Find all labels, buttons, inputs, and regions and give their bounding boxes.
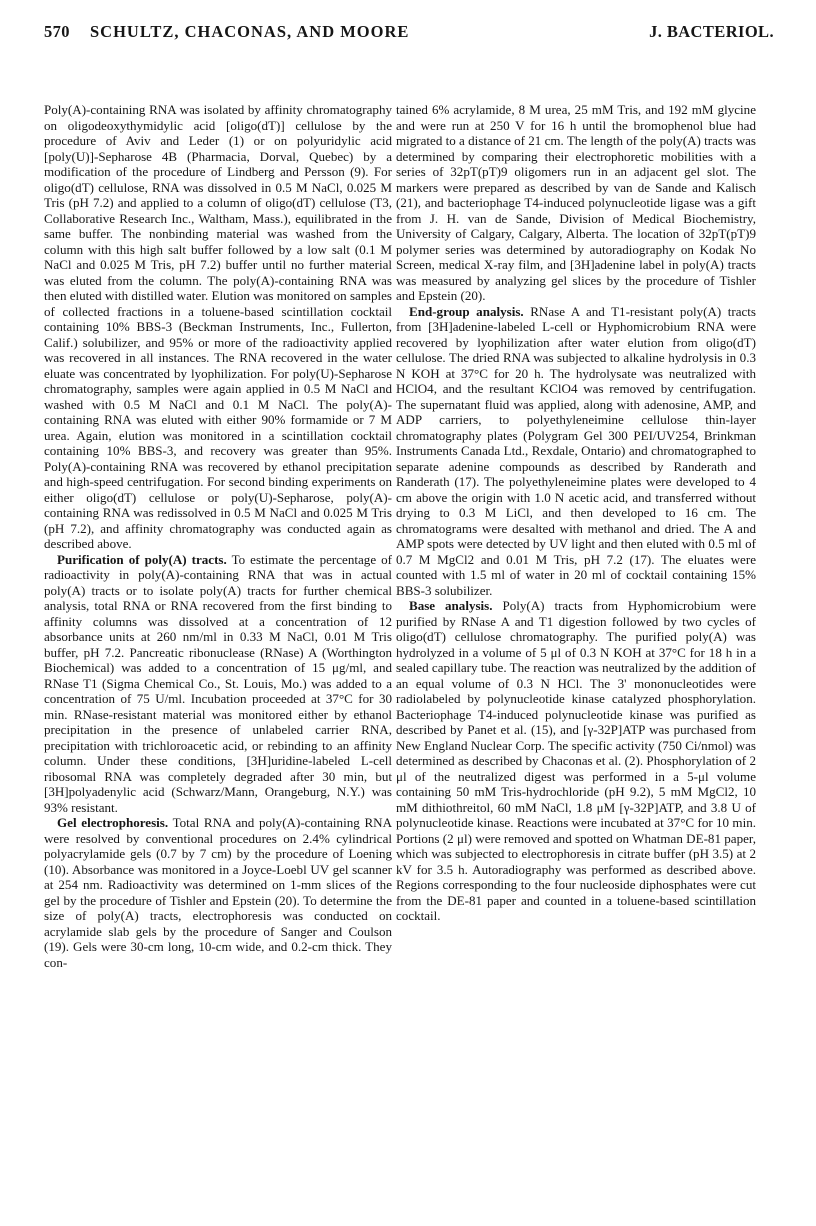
section-heading-base-analysis: Base analysis. bbox=[409, 598, 493, 613]
paragraph-purification-text: To estimate the percentage of radioactivity in poly(A)-containing RNA that was in actual poly(A) tracts or to isolate poly(A) tracts for further chemical analysis, total RNA or RNA recovered from the first binding to affinity columns was dissolved at a concentration of 12 absorbance units at 260 nm/ml in 0.33 M NaCl, 0.01 M Tris buffer, pH 7.2. Pancreatic ribonuclease (RNase) A (Worthington Biochemical) was added to a concentration of 15 μg/ml, and RNase T1 (Sigma Chemical Co., St. Louis, Mo.) was added to a concentration of 75 U/ml. Incubation proceeded at 37°C for 30 min. RNase-resistant material was monitored either by ethanol precipitation in the presence of unlabeled carrier RNA, precipitation with trichloroacetic acid, or rebinding to an affinity column. Under these conditions, [3H]uridine-labeled L-cell ribosomal RNA was completely degraded after 30 min, but [3H]polyadenylic acid (Schwarz/Mann, Orangeburg, N.Y.) was 93% resistant. bbox=[44, 551, 392, 815]
running-authors: SCHULTZ, CHACONAS, AND MOORE bbox=[90, 22, 410, 41]
paragraph-poly-a-isolation: Poly(A)-containing RNA was isolated by affinity chromatography on oligodeoxythymidylic acid [oligo(dT)] cellulose by the procedure of Aviv and Leder (1) or on polyuridylic acid [poly(U)]-Sepharose 4B (Pharmacia, Dorval, Quebec) by a modification of the procedure of Lindberg and Persson (9). For oligo(dT) cellulose, RNA was dissolved in 0.5 M NaCl, 0.025 M Tris (pH 7.2) and applied to a column of oligo(dT) cellulose (T3, Collaborative Research Inc., Waltham, Mass.), equilibrated in the same buffer. The nonbinding material was washed from the column with this high salt buffer followed by a low salt (0.1 M NaCl and 0.025 M Tris, pH 7.2) buffer until no further material was eluted from the column. The poly(A)-containing RNA was then eluted with distilled water. Elution was monitored on samples of collected fractions in a toluene-based scintillation cocktail containing 10% BBS-3 (Beckman Instruments, Inc., Fullerton, Calif.) solubilizer, and 95% or more of the radioactivity applied was recovered in all instances. The RNA recovered in the water eluate was concentrated by lyophilization. For poly(U)-Sepharose chromatography, samples were again applied in 0.5 M NaCl and washed with 0.5 M NaCl and 0.1 M NaCl. The poly(A)-containing RNA was eluted with either 90% formamide or 7 M urea. Again, elution was monitored in a scintillation cocktail containing 10% BBS-3, and recovery was greater than 95%. Poly(A)-containing RNA was recovered by ethanol precipitation and high-speed centrifugation. For second binding experiments on either oligo(dT) cellulose or poly(U)-Sepharose, poly(A)-containing RNA was redissolved in 0.5 M NaCl and 0.025 M Tris (pH 7.2), and affinity chromatography was conducted again as described above. bbox=[44, 102, 392, 551]
paragraph-gel-electrophoresis bbox=[44, 815, 392, 970]
page-number: 570 bbox=[44, 22, 70, 41]
paragraph-end-group bbox=[396, 304, 756, 599]
paragraph-base-analysis-text: Poly(A) tracts from Hyphomicrobium were purified by RNase A and T1 digestion followed by two cycles of oligo(dT) cellulose chromatography. The purified poly(A) was hydrolyzed in a volume of 5 μl of 0.3 N KOH at 37°C for 18 h in a sealed capillary tube. The reaction was neutralized by the addition of an equal volume of 0.3 N HCl. The 3' mononucleotides were radiolabeled by polynucleotide kinase catalyzed phosphorylation. Bacteriophage T4-induced polynucleotide kinase was purified as described by Panet et al. (15), and [γ-32P]ATP was purchased from New England Nuclear Corp. The specific activity (750 Ci/nmol) was determined as described by Chaconas et al. (2). Phosphorylation of 2 μl of the neutralized digest was performed in a 5-μl volume containing 50 mM Tris-hydrochloride (pH 9.2), 5 mM MgCl2, 10 mM dithiothreitol, 60 mM NaCl, 1.8 μM [γ-32P]ATP, and 3.8 U of polynucleotide kinase. Reactions were incubated at 37°C for 10 min. Portions (2 μl) were removed and spotted on Whatman DE-81 paper, which was subjected to electrophoresis in citrate buffer (pH 3.5) at 2 kV for 3.5 h. Autoradiography was performed as described above. Regions corresponding to the four nucleoside diphosphates were cut from the DE-81 paper and counted in a toluene-based scintillation cocktail. bbox=[396, 598, 756, 923]
right-column bbox=[396, 102, 756, 924]
paragraph-gel-continued: tained 6% acrylamide, 8 M urea, 25 mM Tris, and 192 mM glycine and were run at 250 V for 16 h until the bromophenol blue had migrated to a distance of 21 cm. The length of the poly(A) tracts was determined by comparing their electrophoretic mobilities with a series of 32pT(pT)9 oligomers run in an adjacent gel slot. The markers were prepared as described by van de Sande and Kalisch (21), and bacteriophage T4-induced polynucleotide ligase was a gift from J. H. van de Sande, Division of Medical Biochemistry, University of Calgary, Calgary, Alberta. The location of 32pT(pT)9 polymer series was determined by autoradiography on Kodak No Screen, medical X-ray film, and [3H]adenine label in poly(A) tracts was measured by analyzing gel slices by the procedure of Tishler and Epstein (20). bbox=[396, 102, 756, 303]
left-column bbox=[44, 102, 392, 970]
section-heading-gel-electrophoresis: Gel electrophoresis. bbox=[57, 815, 169, 830]
journal-name: J. BACTERIOL. bbox=[649, 22, 774, 41]
paragraph-base-analysis bbox=[396, 598, 756, 924]
section-heading-end-group: End-group analysis. bbox=[409, 303, 524, 319]
running-header bbox=[44, 16, 774, 44]
paragraph-gel-electrophoresis-text: Total RNA and poly(A)-containing RNA were resolved by conventional procedures on 2.4% cylindrical polyacrylamide gels (0.7 by 7 cm) by the procedure of Loening (10). Absorbance was monitored in a Joyce-Loebl UV gel scanner at 254 nm. Radioactivity was determined on 1-mm slices of the gel by the procedure of Tishler and Epstein (20). To determine the size of poly(A) tracts, electrophoresis was conducted on acrylamide slab gels by the procedure of Sanger and Coulson (19). Gels were 30-cm long, 10-cm wide, and 0.2-cm thick. They con- bbox=[44, 815, 392, 970]
paragraph-purification bbox=[44, 552, 392, 816]
section-heading-purification: Purification of poly(A) tracts. bbox=[57, 551, 227, 567]
paragraph-end-group-text: RNase A and T1-resistant poly(A) tracts from [3H]adenine-labeled L-cell or Hyphomicrobium RNA were recovered by lyophilization after water elution from oligo(dT) cellulose. The dried RNA was subjected to alkaline hydrolysis in 0.3 N KOH at 37°C for 20 h. The hydrolysate was neutralized with HClO4, and the resultant KClO4 was removed by centrifugation. The supernatant fluid was applied, along with adenosine, AMP, and ADP carriers, to polyethyleneimine cellulose thin-layer chromatography plates (Polygram Gel 300 PEI/UV254, Brinkman Instruments Canada Ltd., Rexdale, Ontario) and chromatographed to separate adenine compounds as described by Randerath and Randerath (17). The polyethyleneimine plates were developed to 4 cm above the origin with 1.0 N acetic acid, and transferred without drying to 0.3 M LiCl, and then developed to 16 cm. The chromatograms were desalted with methanol and dried. The A and AMP spots were detected by UV light and then eluted with 0.5 ml of 0.7 M MgCl2 and 0.01 M Tris, pH 7.2 (17). The eluates were counted with 1.5 ml of water in 20 ml of cocktail containing 15% BBS-3 solubilizer. bbox=[396, 303, 756, 598]
